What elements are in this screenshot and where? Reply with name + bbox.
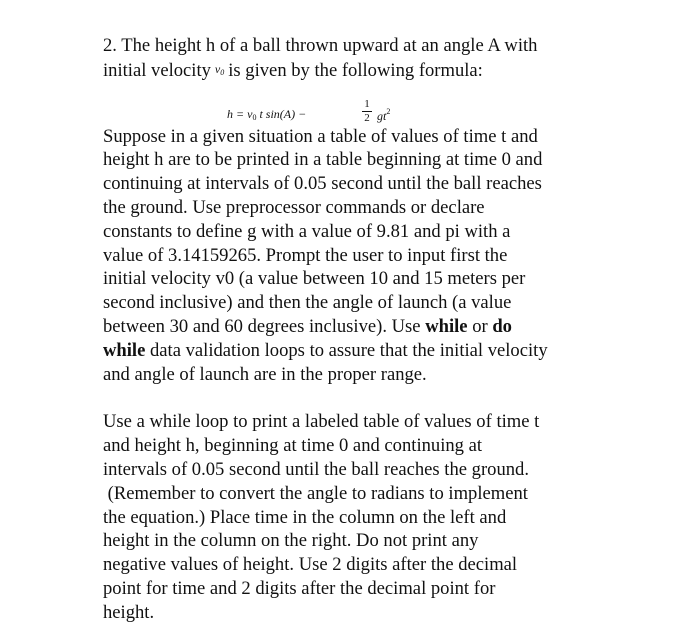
p1-line-9-start: between 30 and 60 degrees inclusive). Use (103, 315, 426, 337)
keyword-while: while (425, 315, 468, 337)
formula-rhs-text: gt (377, 108, 387, 123)
p2-line: height in the column on the right. Do not print any (103, 530, 479, 552)
formula-exponent: 2 (386, 106, 391, 116)
formula-lhs-text: h = v (227, 106, 253, 121)
p1-line-10 (103, 339, 623, 363)
question-line-2-end: is given by the following formula: (228, 59, 483, 81)
p1-line: second inclusive) and then the angle of launch (a value (103, 292, 512, 314)
p2-line: Use a while loop to print a labeled table of values of time t (103, 411, 540, 433)
p1-line-10-rest: data validation loops to assure that the initial velocity (145, 339, 548, 361)
formula-left (227, 107, 306, 122)
keyword-while-2: while (103, 339, 146, 361)
p2-line: height. (103, 601, 155, 623)
formula-lhs-rest: t sin(A) − (256, 106, 307, 121)
v0-subscript: 0 (220, 67, 225, 77)
p1-line-11: and angle of launch are in the proper range. (103, 363, 427, 385)
paragraph-1 (103, 125, 623, 387)
fraction-denominator: 2 (364, 111, 370, 124)
p1-line: initial velocity v0 (a value between 10 and 15 meters per (103, 268, 526, 290)
paragraph-2 (103, 410, 623, 624)
p2-line: intervals of 0.05 second until the ball reaches the ground. (103, 458, 529, 480)
p1-line-9 (103, 315, 623, 339)
question-line-2 (103, 58, 623, 85)
p1-line: value of 3.14159265. Prompt the user to input first the (103, 244, 508, 266)
p1-line: Suppose in a given situation a table of values of time t and (103, 125, 538, 147)
p1-line: height h are to be printed in a table beginning at time 0 and (103, 149, 543, 171)
question-line-2-start: initial velocity (103, 59, 211, 81)
keyword-do: do (492, 315, 512, 337)
p2-line: and height h, beginning at time 0 and continuing at (103, 435, 483, 457)
p2-line: (Remember to convert the angle to radians to implement (103, 482, 528, 504)
question-line-1: 2. The height h of a ball thrown upward at an angle A with (103, 35, 538, 56)
paragraph-gap (103, 386, 623, 410)
fraction-numerator: 1 (364, 97, 370, 110)
formula-right (377, 107, 390, 124)
p2-line: point for time and 2 digits after the decimal point for (103, 577, 496, 599)
question-header (103, 34, 623, 85)
v0-letter: v (214, 61, 221, 76)
p1-line: the ground. Use preprocessor commands or declare (103, 196, 485, 218)
p1-line: constants to define g with a value of 9.81 and pi with a (103, 220, 511, 242)
p2-line: the equation.) Place time in the column on the left and (103, 506, 507, 528)
document-page (103, 34, 623, 625)
formula-fraction (362, 99, 372, 124)
height-formula (227, 85, 623, 125)
formula-lhs-subscript: 0 (252, 112, 257, 122)
v0-symbol (215, 62, 224, 76)
p1-line: continuing at intervals of 0.05 second until the ball reaches (103, 173, 542, 195)
p2-line: negative values of height. Use 2 digits after the decimal (103, 554, 518, 576)
p1-line-9-or: or (467, 315, 493, 337)
